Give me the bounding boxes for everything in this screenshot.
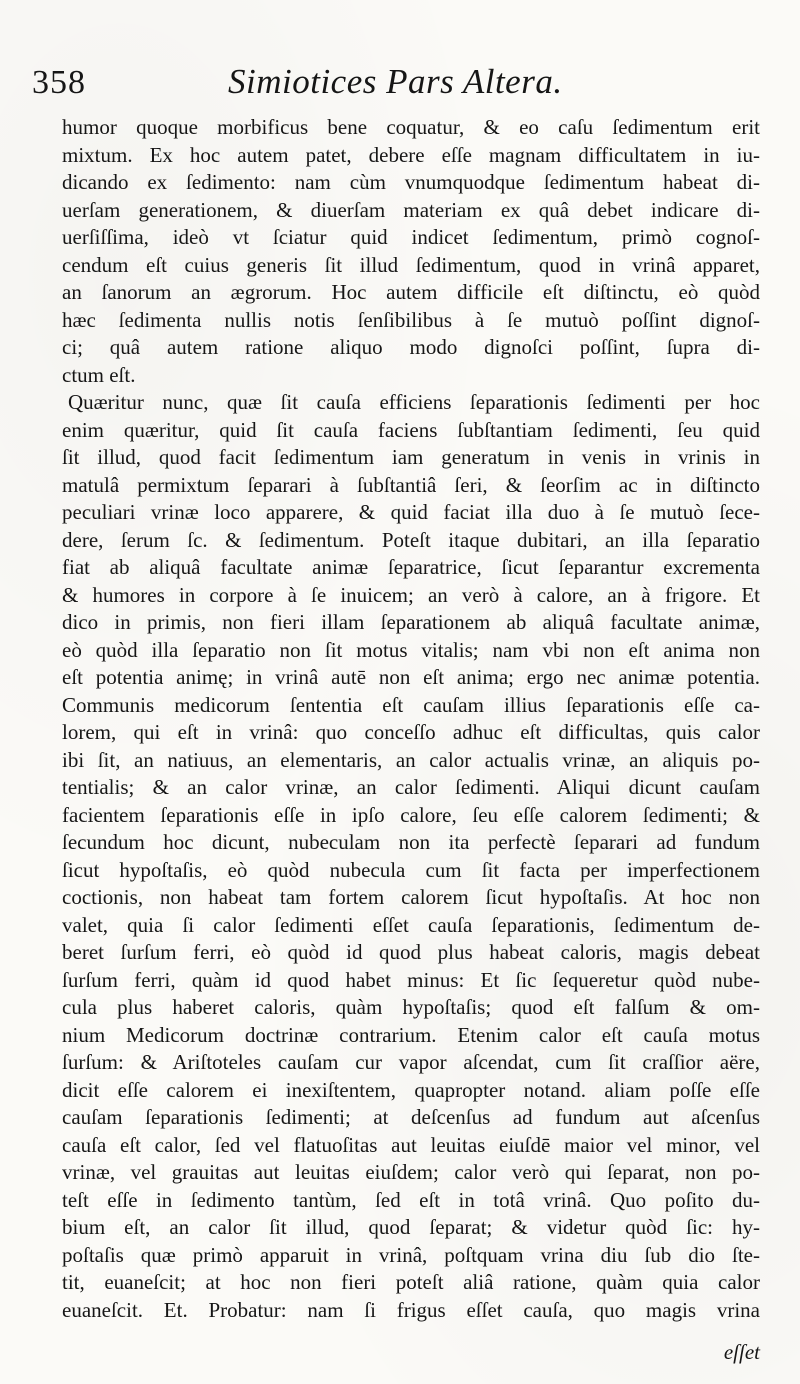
body-text — [62, 114, 760, 1324]
text-line: matulâ permixtum ſeparari à ſubſtantiâ ſeri, & ſeorſim ac in diſtincto — [62, 472, 760, 497]
text-line: dere, ſerum ſc. & ſedimentum. Poteſt itaque dubitari, an illa ſeparatio — [62, 527, 760, 552]
text-line: ſurſum ferri, quàm id quod habet minus: Et ſic ſequeretur quòd nube- — [62, 967, 760, 992]
text-line: poſtaſis quæ primò apparuit in vrinâ, poſtquam vrina diu ſub dio ſte- — [62, 1242, 760, 1267]
text-line: cauſam ſeparationis ſedimenti; at deſcenſus ad fundum aut aſcenſus — [62, 1105, 760, 1129]
text-line: coctionis, non habeat tam fortem calorem ſicut hypoſtaſis. At hoc non — [62, 885, 760, 909]
text-line: enim quæritur, quid ſit cauſa faciens ſubſtantiam ſedimenti, ſeu quid — [62, 417, 760, 442]
text-line: fiat ab aliquâ facultate animæ ſeparatrice, ſicut ſeparantur excrementa — [62, 555, 760, 579]
text-line: peculiari vrinæ loco apparere, & quid faciat illa duo à ſe mutuò ſece- — [62, 500, 760, 524]
running-title: Simiotices Pars Altera. — [228, 62, 563, 101]
text-line: tentialis; & an calor vrinæ, an calor ſedimenti. Aliqui dicunt cauſam — [62, 775, 760, 799]
text-line: cendum eſt cuius generis ſit illud ſedimentum, quod in vrinâ apparet, — [62, 252, 760, 277]
text-line: eſt potentia animę; in vrinâ autē non eſt anima; ergo nec animæ potentia. — [62, 665, 760, 689]
text-line: lorem, qui eſt in vrinâ: quo conceſſo adhuc eſt difficultas, quis calor — [62, 720, 760, 744]
text-line: ci; quâ autem ratione aliquo modo dignoſci poſſint, ſupra di- — [62, 335, 760, 359]
text-line: hæc ſedimenta nullis notis ſenſibilibus à ſe mutuò poſſint dignoſ- — [62, 307, 760, 332]
text-line: ctum eſt. — [62, 362, 136, 387]
text-line: ſit illud, quod facit ſedimentum iam generatum in venis in vrinis in — [62, 445, 760, 469]
text-line: ſicut hypoſtaſis, eò quòd nubecula cum ſit facta per imperfectionem — [62, 857, 760, 882]
text-line: uerſiſſima, ideò vt ſciatur quid indicet ſedimentum, primò cognoſ- — [62, 225, 760, 249]
text-line: an ſanorum an ægrorum. Hoc autem difficile eſt diſtinctu, eò quòd — [62, 280, 760, 304]
text-line: ibi ſit, an natiuus, an elementaris, an calor actualis vrinæ, an aliquis po- — [62, 747, 760, 772]
text-line: beret ſurſum ferri, eò quòd id quod plus habeat caloris, magis debeat — [62, 940, 760, 964]
text-line: Communis medicorum ſententia eſt cauſam illius ſeparationis eſſe ca- — [62, 692, 760, 717]
text-line: valet, quia ſi calor ſedimenti eſſet cauſa ſeparationis, ſedimentum de- — [62, 912, 760, 937]
page-number: 358 — [32, 64, 86, 101]
text-line: ſurſum: & Ariſtoteles cauſam cur vapor aſcendat, cum ſit craſſior aëre, — [62, 1050, 760, 1074]
text-line: facientem ſeparationis eſſe in ipſo calore, ſeu eſſe calorem ſedimenti; & — [62, 802, 760, 827]
text-line: nium Medicorum doctrinæ contrarium. Etenim calor eſt cauſa motus — [62, 1022, 760, 1047]
text-line: mixtum. Ex hoc autem patet, debere eſſe magnam difficultatem in iu- — [62, 142, 760, 167]
paragraph-start-line: Quæritur nunc, quæ ſit cauſa efficiens ſeparationis ſedimenti per hoc — [68, 390, 760, 414]
text-line: cula plus haberet caloris, quàm hypoſtaſis; quod eſt falſum & om- — [62, 995, 760, 1019]
text-line: cauſa eſt calor, ſed vel flatuoſitas aut leuitas eiuſdē maior vel minor, vel — [62, 1132, 760, 1157]
text-line: dicando ex ſedimento: nam cùm vnumquodque ſedimentum habeat di- — [62, 170, 760, 194]
text-line: humor quoque morbificus bene coquatur, & eo caſu ſedimentum erit — [62, 115, 760, 139]
page-header — [32, 58, 772, 108]
text-line: euaneſcit. Et. Probatur: nam ſi frigus eſſet cauſa, quo magis vrina — [62, 1297, 760, 1322]
text-line: dico in primis, non fieri illam ſeparationem ab aliquâ facultate animæ, — [62, 610, 760, 634]
text-line: ſecundum hoc dicunt, nubeculam non ita perfectè ſeparari ad fundum — [62, 830, 760, 854]
text-line: bium eſt, an calor ſit illud, quod ſeparat; & videtur quòd ſic: hy- — [62, 1215, 760, 1239]
catchword: eſſet — [723, 1340, 760, 1364]
text-line: dicit eſſe calorem ei inexiſtentem, quapropter notand. aliam poſſe eſſe — [62, 1077, 760, 1102]
text-line: vrinæ, vel grauitas aut leuitas eiuſdem; calor verò qui ſeparat, non po- — [62, 1160, 760, 1184]
text-line: teſt eſſe in ſedimento tantùm, ſed eſt in totâ vrinâ. Quo poſito du- — [62, 1187, 760, 1212]
text-line: uerſam generationem, & diuerſam materiam ex quâ debet indicare di- — [62, 197, 760, 222]
text-line: eò quòd illa ſeparatio non ſit motus vitalis; nam vbi non eſt anima non — [62, 637, 760, 662]
text-line: & humores in corpore à ſe inuicem; an verò à calore, an à frigore. Et — [62, 582, 760, 607]
text-line: tit, euaneſcit; at hoc non fieri poteſt aliâ ratione, quàm quia calor — [62, 1270, 760, 1294]
